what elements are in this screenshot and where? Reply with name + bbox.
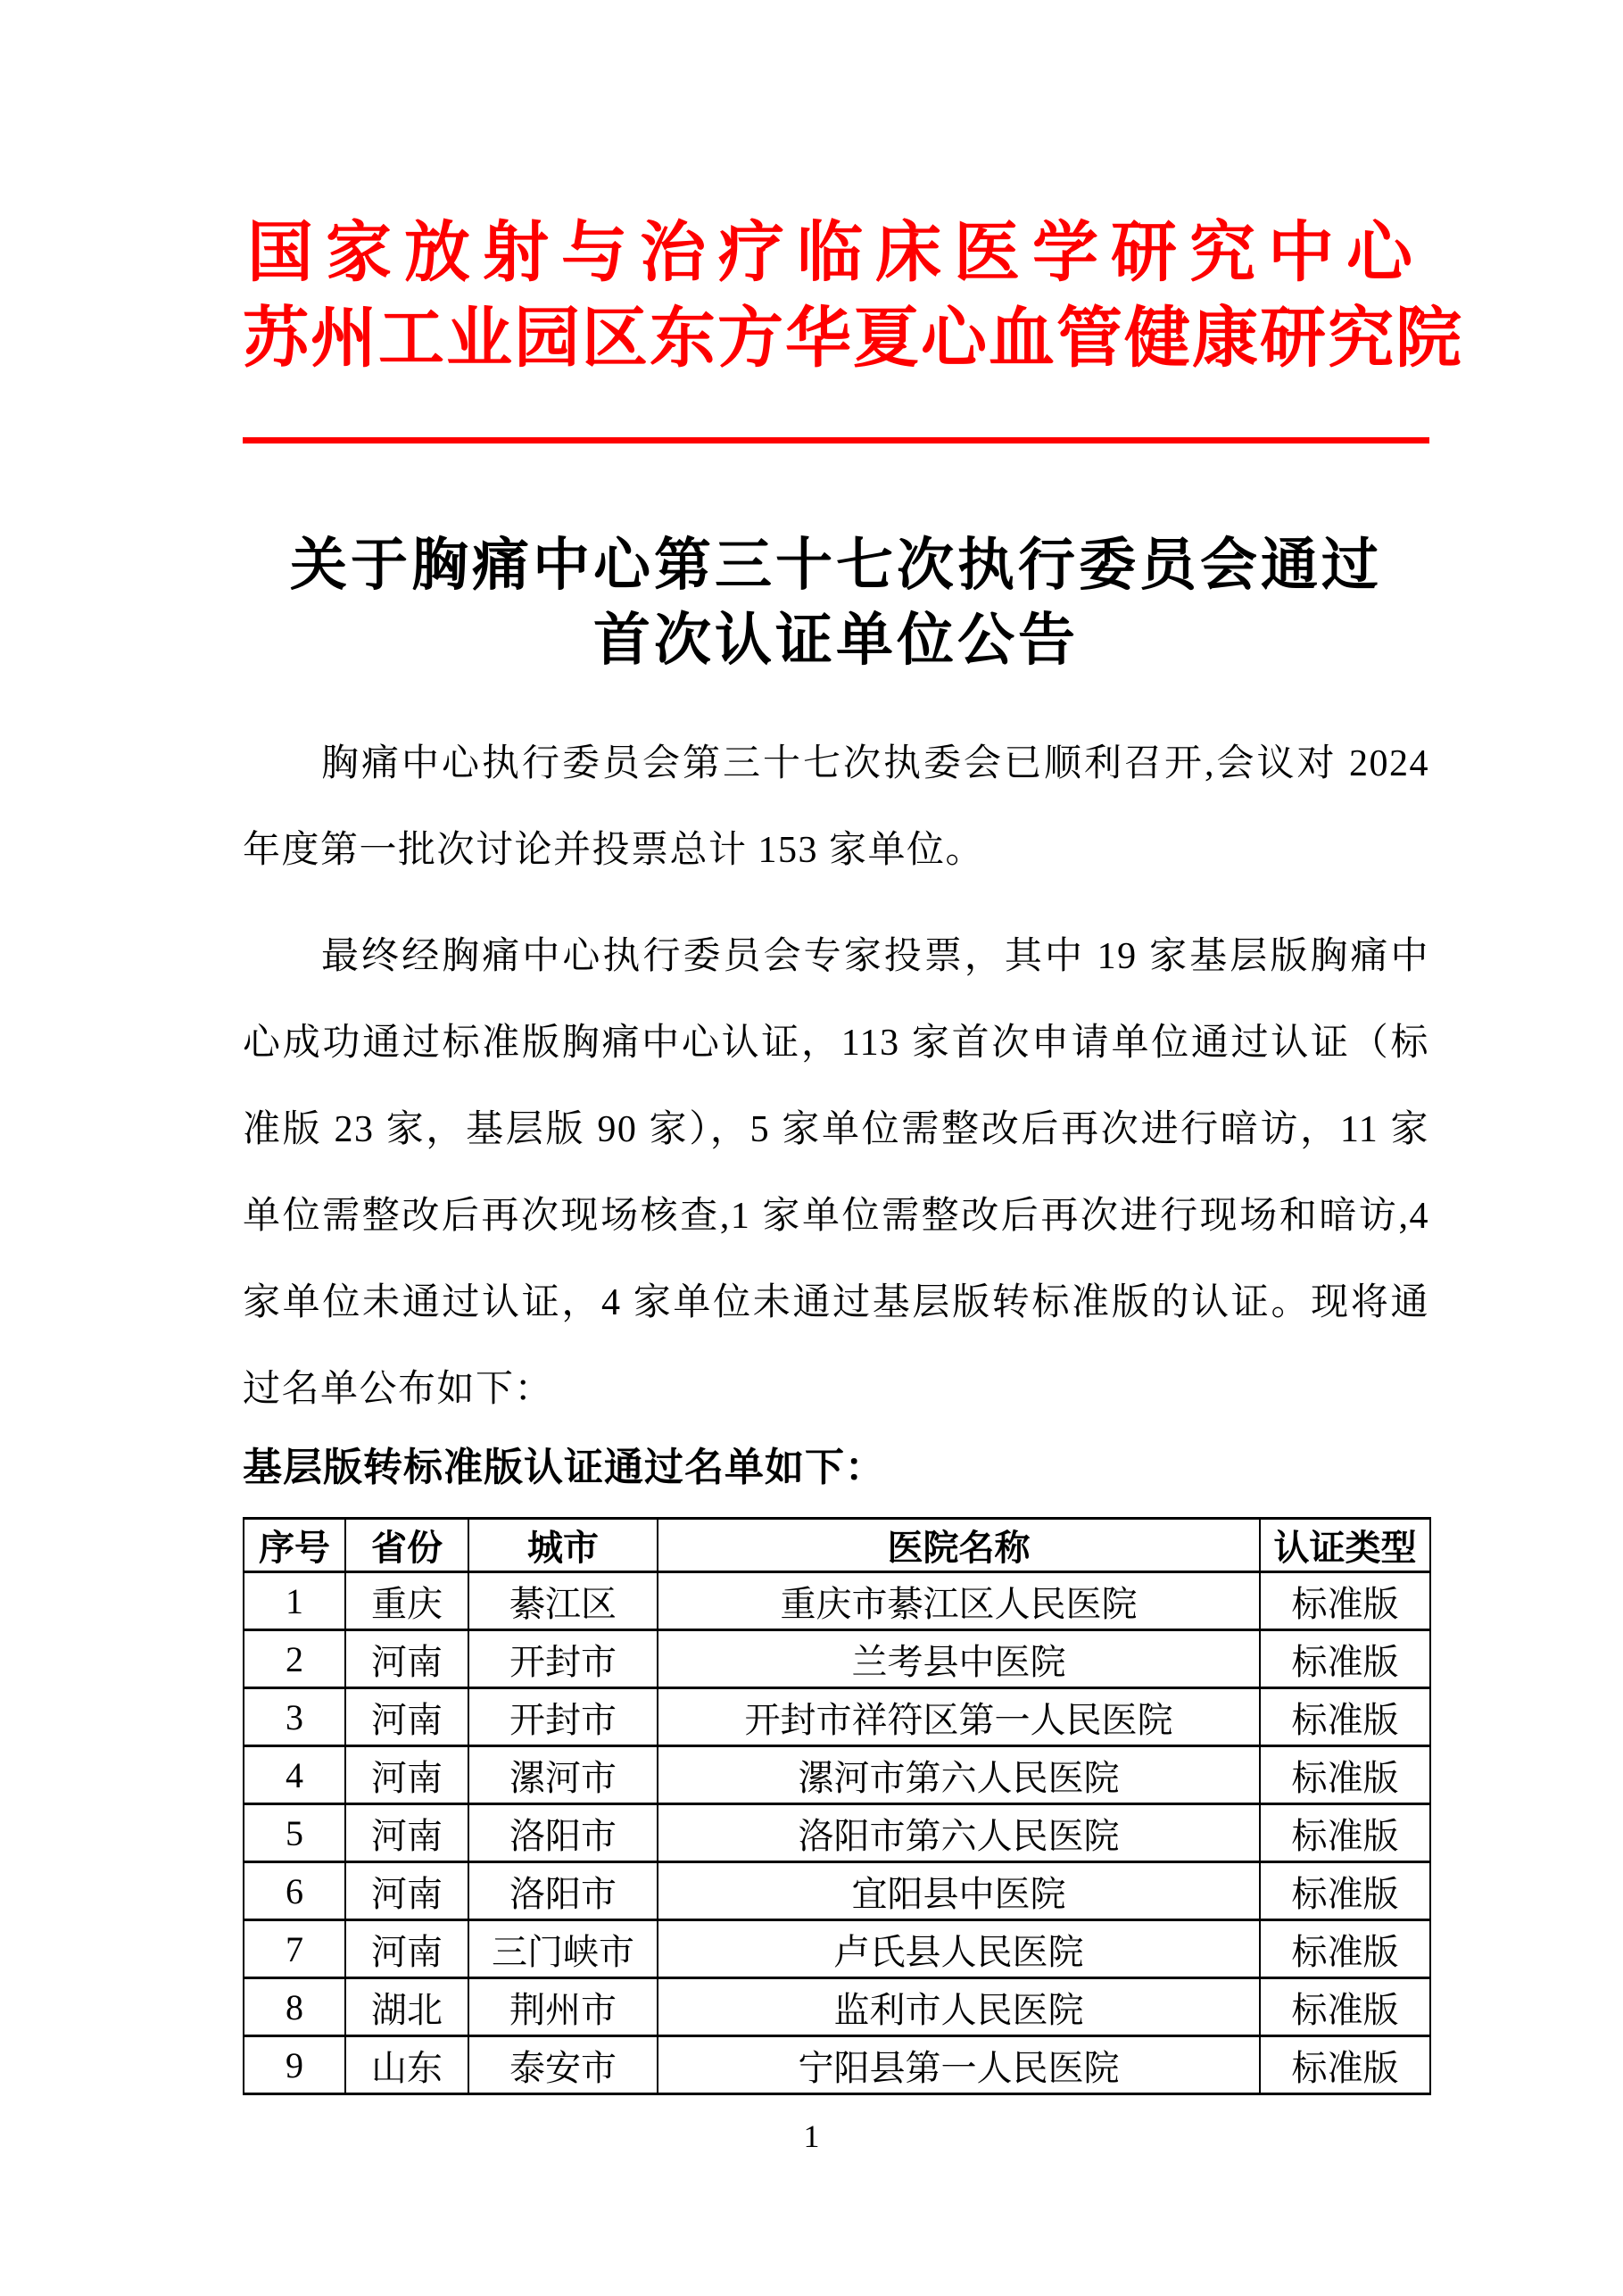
table-cell: 4 <box>244 1746 345 1804</box>
table-cell: 洛阳市 <box>468 1804 658 1862</box>
table-cell: 河南 <box>345 1920 468 1978</box>
table-cell: 标准版 <box>1260 1572 1430 1630</box>
table-cell: 8 <box>244 1978 345 2036</box>
table-header-cell: 序号 <box>244 1519 345 1572</box>
table-cell: 标准版 <box>1260 1746 1430 1804</box>
table-cell: 綦江区 <box>468 1572 658 1630</box>
table-row <box>244 1572 1430 1630</box>
letterhead <box>243 211 1463 443</box>
paragraph-meeting-summary: 胸痛中心执行委员会第三十七次执委会已顺利召开,会议对 2024 年度第一批次讨论并投票总计 153 家单位。 <box>243 743 1429 871</box>
table-cell: 监利市人民医院 <box>658 1978 1260 2036</box>
table-cell: 开封市 <box>468 1630 658 1688</box>
table-header-cell: 医院名称 <box>658 1519 1260 1572</box>
table-header-row <box>244 1519 1430 1572</box>
table-cell: 开封市 <box>468 1688 658 1746</box>
table-row <box>244 1920 1430 1978</box>
table-cell: 河南 <box>345 1862 468 1920</box>
table-cell: 洛阳市 <box>468 1862 658 1920</box>
table-cell: 3 <box>244 1688 345 1746</box>
table-cell: 兰考县中医院 <box>658 1630 1260 1688</box>
table-row <box>244 1630 1430 1688</box>
table-cell: 洛阳市第六人民医院 <box>658 1804 1260 1862</box>
table-cell: 标准版 <box>1260 1862 1430 1920</box>
table-cell: 标准版 <box>1260 1804 1430 1862</box>
table-header-cell: 省份 <box>345 1519 468 1572</box>
page-number: 1 <box>803 2118 820 2154</box>
page-content <box>243 0 1463 2095</box>
table-row <box>244 2036 1430 2094</box>
doc-title <box>243 528 1429 678</box>
table-cell: 1 <box>244 1572 345 1630</box>
table-cell: 湖北 <box>345 1978 468 2036</box>
table-cell: 标准版 <box>1260 1630 1430 1688</box>
table-cell: 河南 <box>345 1746 468 1804</box>
table-body <box>244 1572 1430 2094</box>
table-cell: 标准版 <box>1260 1688 1430 1746</box>
table-cell: 2 <box>244 1630 345 1688</box>
table-cell: 漯河市 <box>468 1746 658 1804</box>
table-cell: 三门峡市 <box>468 1920 658 1978</box>
table-cell: 河南 <box>345 1804 468 1862</box>
table-cell: 开封市祥符区第一人民医院 <box>658 1688 1260 1746</box>
paragraph-vote-results: 最终经胸痛中心执行委员会专家投票，其中 19 家基层版胸痛中心成功通过标准版胸痛中心认证，113 家首次申请单位通过认证（标准版 23 家，基层版 90 家），5 家单位需整改后再次进行暗访，11 家单位需整改后再次现场核查,1 家单位需整改后再次进行现场和暗访,4 家单位未通过认证，4 家单位未通过基层版转标准版的认证。现将通过名单公布如下： <box>243 936 1429 1410</box>
table-header-cell: 认证类型 <box>1260 1519 1430 1572</box>
table-cell: 标准版 <box>1260 2036 1430 2094</box>
table-cell: 山东 <box>345 2036 468 2094</box>
table-header-cell: 城市 <box>468 1519 658 1572</box>
table-cell: 7 <box>244 1920 345 1978</box>
table-cell: 标准版 <box>1260 1920 1430 1978</box>
table-cell: 河南 <box>345 1688 468 1746</box>
table-row <box>244 1688 1430 1746</box>
table-cell: 9 <box>244 2036 345 2094</box>
doc-title-line1: 关于胸痛中心第三十七次执行委员会通过 <box>290 534 1382 597</box>
table-cell: 宜阳县中医院 <box>658 1862 1260 1920</box>
org-name-line2: 苏州工业园区东方华夏心血管健康研究院 <box>243 303 1463 376</box>
certified-hospitals-table <box>243 1517 1431 2095</box>
letterhead-divider-rule <box>243 437 1429 443</box>
table-cell: 重庆 <box>345 1572 468 1630</box>
table-cell: 5 <box>244 1804 345 1862</box>
table-cell: 标准版 <box>1260 1978 1430 2036</box>
list-section-label: 基层版转标准版认证通过名单如下： <box>243 1446 885 1489</box>
table-cell: 荆州市 <box>468 1978 658 2036</box>
table-cell: 6 <box>244 1862 345 1920</box>
table-row <box>244 1978 1430 2036</box>
table-cell: 泰安市 <box>468 2036 658 2094</box>
table-cell: 河南 <box>345 1630 468 1688</box>
doc-title-line2: 首次认证单位公告 <box>593 609 1079 672</box>
table-cell: 卢氏县人民医院 <box>658 1920 1260 1978</box>
table-cell: 宁阳县第一人民医院 <box>658 2036 1260 2094</box>
table-row <box>244 1804 1430 1862</box>
table-row <box>244 1746 1430 1804</box>
table-cell: 漯河市第六人民医院 <box>658 1746 1260 1804</box>
table-row <box>244 1862 1430 1920</box>
org-name-line1: 国家放射与治疗临床医学研究中心 <box>247 217 1425 290</box>
table-cell: 重庆市綦江区人民医院 <box>658 1572 1260 1630</box>
